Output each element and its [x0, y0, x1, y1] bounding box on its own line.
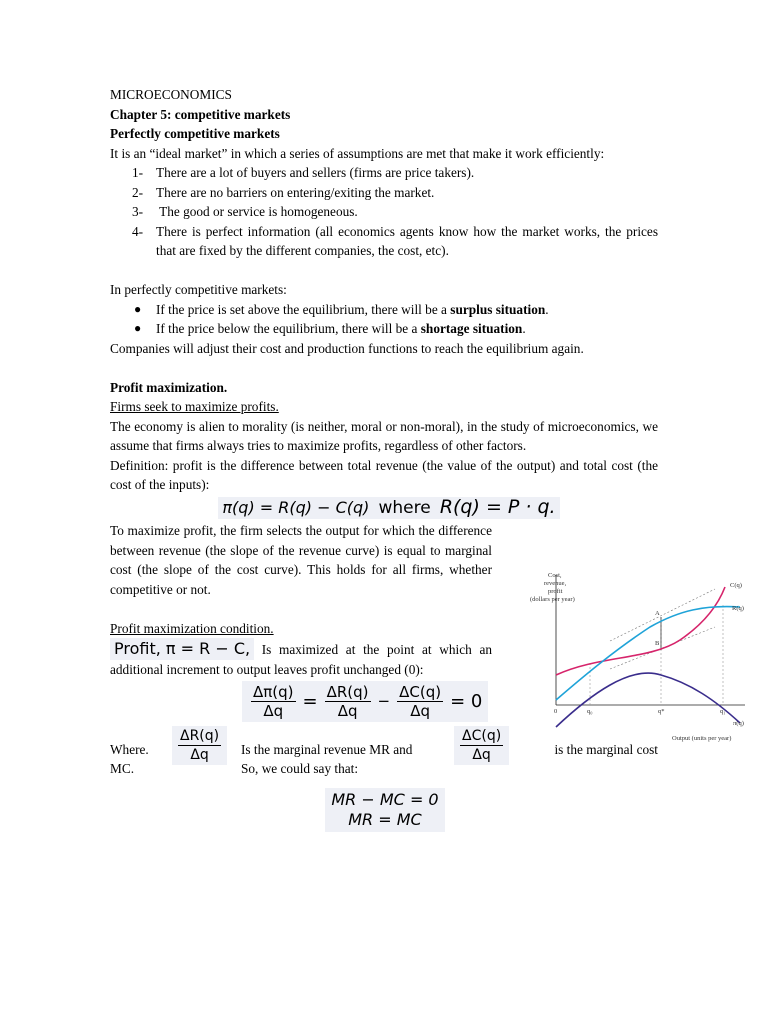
marginal-revenue-fraction: $\frac{\Delta R(q)}{\Delta q}$	[172, 726, 227, 765]
x-tick-q1: q₁	[720, 708, 726, 715]
profit-maximization-chart	[530, 565, 750, 750]
condition-paragraph: Profit, π = R − C, Is maximized at the point at which an additional increment to output leaves profit unchanged (0):	[110, 639, 492, 677]
condition-heading: Profit maximization condition.	[110, 620, 274, 636]
x-axis-label: Output (units per year)	[672, 735, 732, 742]
profit-paragraph: The economy is alien to morality (is neither, moral or non-moral), in the study of microeconomics, we assume that firms always tries to maximize profits, regardless of other factors.	[110, 418, 658, 453]
y-axis-label-4: (dollars per year)	[530, 596, 575, 603]
section-title: Perfectly competitive markets	[110, 126, 280, 141]
point-a-label: A	[655, 610, 660, 617]
equilibrium-bullets	[110, 300, 658, 339]
profit-formula: π(q) = R(q) − C(q) where R(q) = P · q.	[110, 497, 658, 520]
cost-curve	[556, 587, 725, 675]
bullet-icon: ●	[134, 321, 142, 335]
profit-definition: Definition: profit is the difference between total revenue (the value of the output) and total cost (the cost of the inputs):	[110, 457, 658, 492]
y-axis-label-2: revenue,	[544, 580, 567, 587]
subject-line: MICROECONOMICS	[110, 87, 232, 102]
x-tick-qstar: q*	[658, 708, 665, 715]
list-item: ● If the price below the equilibrium, there will be a shortage situation.	[110, 319, 658, 339]
marginal-definitions: Where. MC. $\frac{\Delta R(q)}{\Delta q}$ Is the marginal revenue MR and So, we could say that: $\frac{\Delta C(q)}{\Delta q}$ is the marginal cost	[110, 728, 658, 776]
assumptions-list	[110, 163, 658, 261]
y-axis-label-3: profit	[548, 588, 563, 595]
profit-curve-label: π(q)	[733, 720, 744, 727]
maximize-paragraph: To maximize profit, the firm selects the output for which the difference between revenue (the slope of the revenue curve) is equal to marginal cost (the slope of the cost curve). This holds for all firms, whether competitive or not.	[110, 523, 492, 597]
y-axis-label-1: Cost,	[548, 572, 562, 579]
profit-subheading: Firms seek to maximize profits.	[110, 399, 279, 414]
list-item: 3- The good or service is homogeneous.	[132, 204, 358, 219]
revenue-curve-label: R(q)	[732, 605, 744, 612]
list-item: ● If the price is set above the equilibrium, there will be a surplus situation.	[110, 300, 658, 320]
chapter-title: Chapter 5: competitive markets	[110, 106, 291, 122]
profit-curve	[556, 673, 740, 727]
marginal-formula: $\frac{\Delta\pi(q)}{\Delta q}$ = $\frac{\Delta R(q)}{\Delta q}$ − $\frac{\Delta C(q)}{\Delta q}$ = 0	[110, 681, 658, 722]
markets-conclusion: Companies will adjust their cost and production functions to reach the equilibrium again.	[110, 340, 584, 356]
list-item: 2- There are no barriers on entering/exiting the market.	[132, 184, 435, 200]
bullet-icon: ●	[134, 301, 142, 316]
marginal-cost-fraction: $\frac{\Delta C(q)}{\Delta q}$	[454, 726, 509, 765]
cost-curve-label: C(q)	[730, 582, 742, 589]
mr-mc-equations: MR − MC = 0 MR = MC	[110, 788, 658, 832]
profit-heading: Profit maximization.	[110, 379, 228, 395]
intro-paragraph: It is an “ideal market” in which a series of assumptions are met that make it work efficiently:	[110, 145, 605, 161]
point-b-label: B	[655, 640, 660, 647]
x-tick-q0: q₀	[587, 708, 593, 715]
x-tick-0: 0	[554, 708, 558, 715]
markets-intro: In perfectly competitive markets:	[110, 282, 287, 297]
list-item: 1- There are a lot of buyers and sellers (firms are price takers).	[132, 165, 475, 180]
list-item: 4- There is perfect information (all economics agents know how the market works, the prices that are fixed by the different companies, the cost, etc).	[132, 223, 658, 258]
